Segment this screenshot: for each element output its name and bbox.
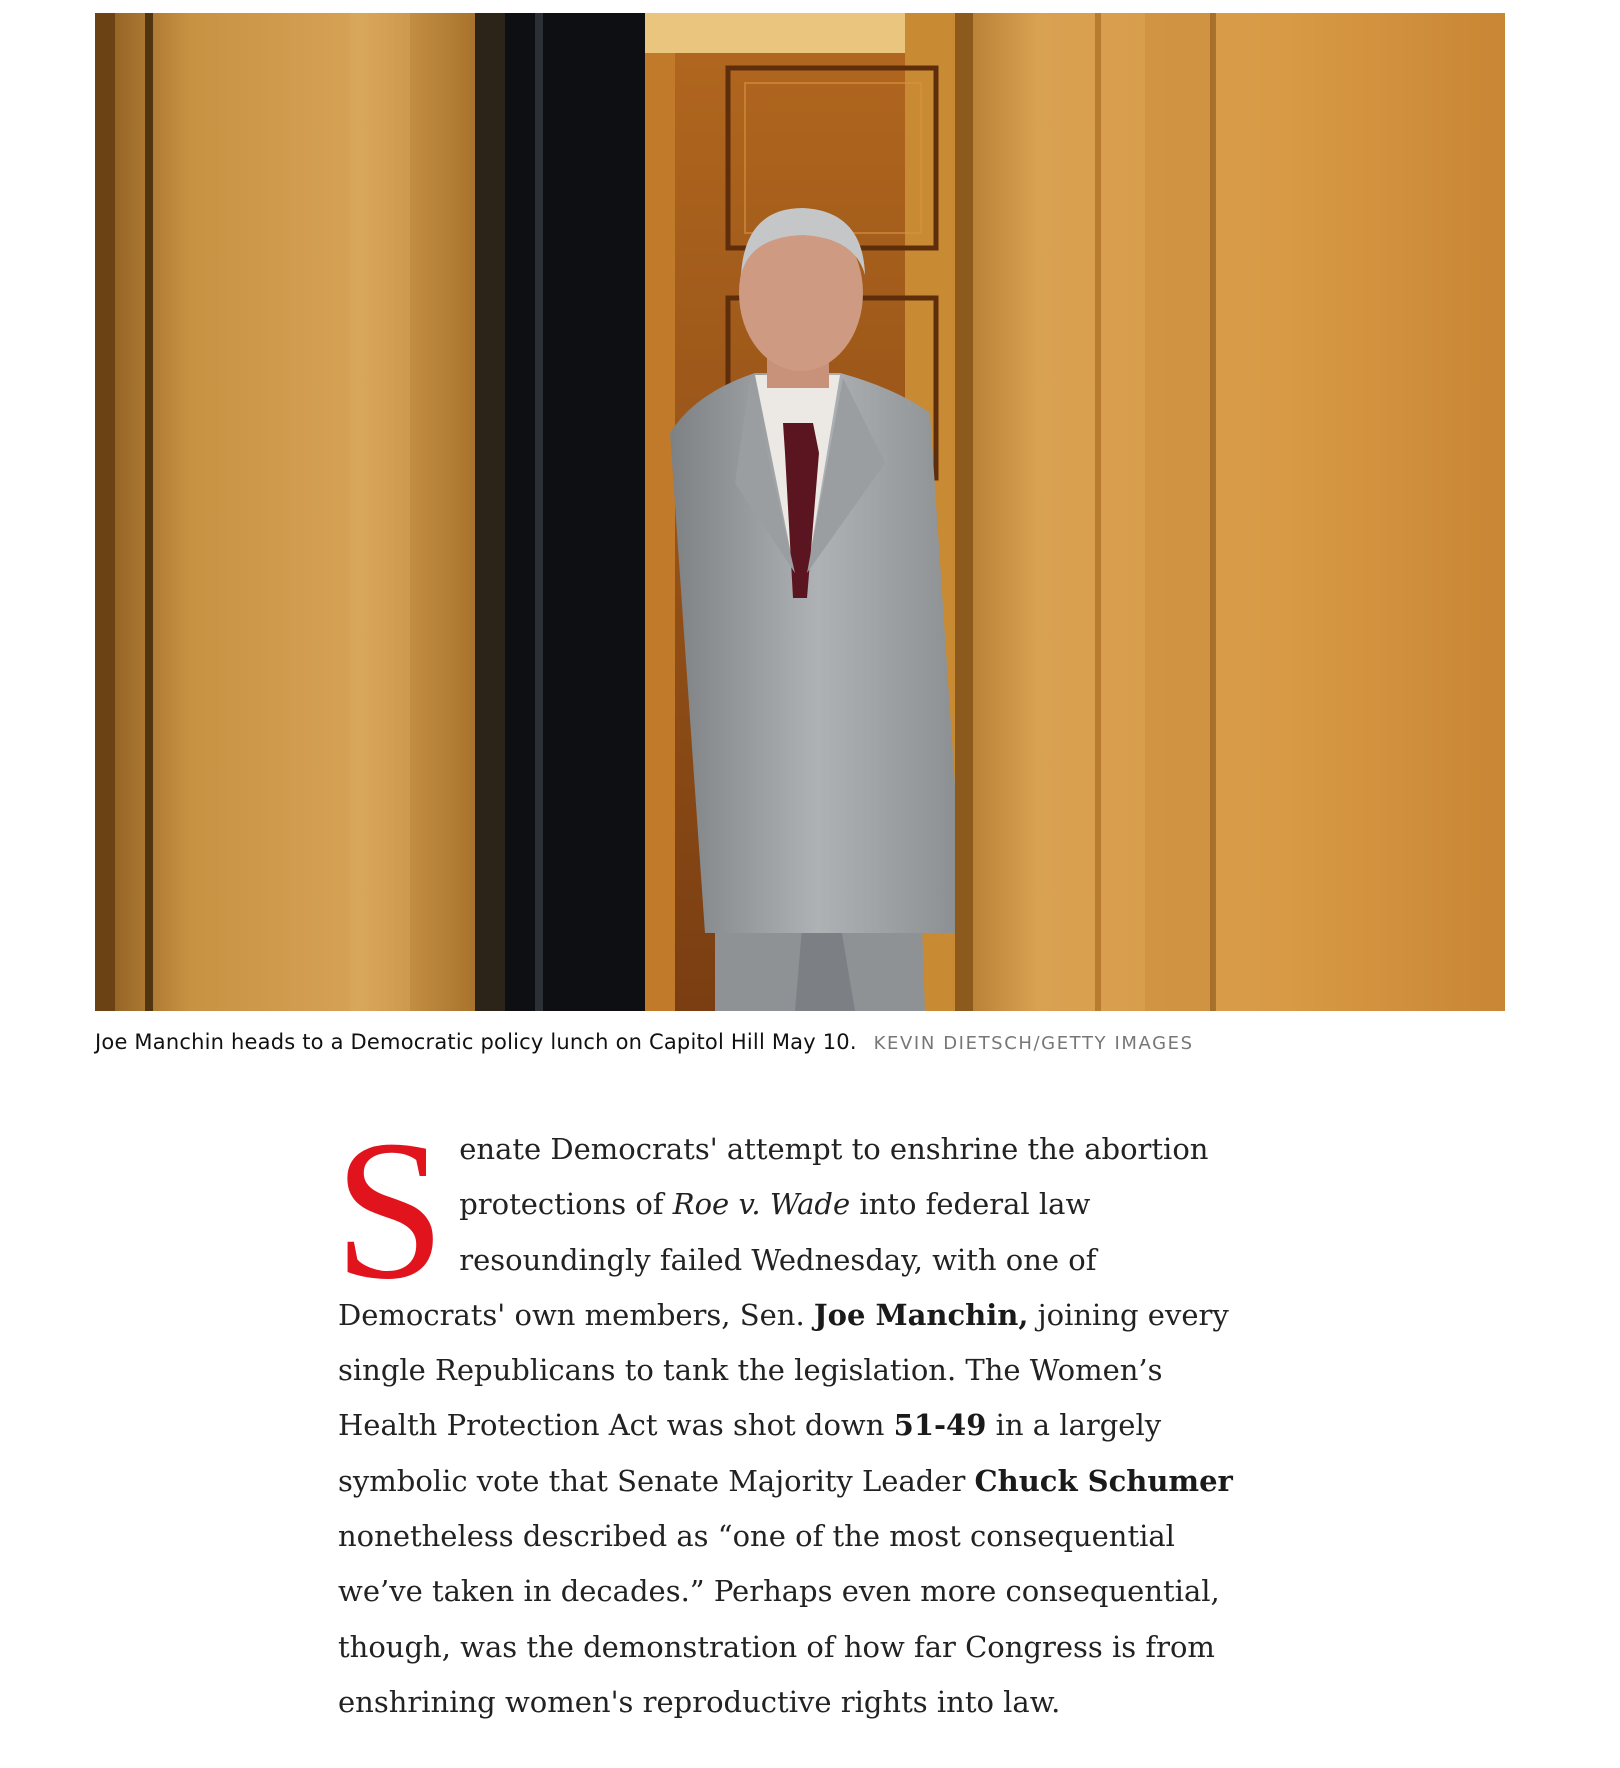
- article-photo: [95, 13, 1505, 1011]
- text-segment: into federal law resoundingly failed Wednesday, with one of Democrats' own members, Sen.: [338, 1187, 1097, 1332]
- text-segment: joining every single Republicans to tank the legislation. The Women’s Health Protection Act was shot down: [338, 1297, 1229, 1443]
- photo-credit: KEVIN DIETSCH/GETTY IMAGES: [873, 1033, 1194, 1054]
- photo-caption: [95, 1030, 1515, 1054]
- case-name-roe-v-wade: Roe v. Wade: [672, 1187, 851, 1222]
- name-chuck-schumer: Chuck Schumer: [974, 1463, 1233, 1498]
- text-segment: in a largely symbolic vote that Senate Majority Leader: [338, 1408, 1162, 1498]
- text-segment: nonetheless described as “one of the most consequential we’ve taken in decades.” Perhaps even more consequential, though, was the demonstration of how far Congress is from enshrining women's reproductive rights into law.: [338, 1519, 1220, 1719]
- elevator-photo-illustration: [95, 13, 1505, 1011]
- article-body: [334, 1100, 1268, 1730]
- drop-cap: S: [334, 1100, 446, 1321]
- name-joe-manchin: Joe Manchin,: [813, 1297, 1029, 1332]
- caption-text: Joe Manchin heads to a Democratic policy lunch on Capitol Hill May 10.: [95, 1030, 857, 1054]
- vote-count: 51-49: [893, 1408, 987, 1443]
- lead-paragraph: [334, 1100, 1268, 1730]
- text-segment: enate Democrats' attempt to enshrine the abortion protections of: [459, 1132, 1209, 1222]
